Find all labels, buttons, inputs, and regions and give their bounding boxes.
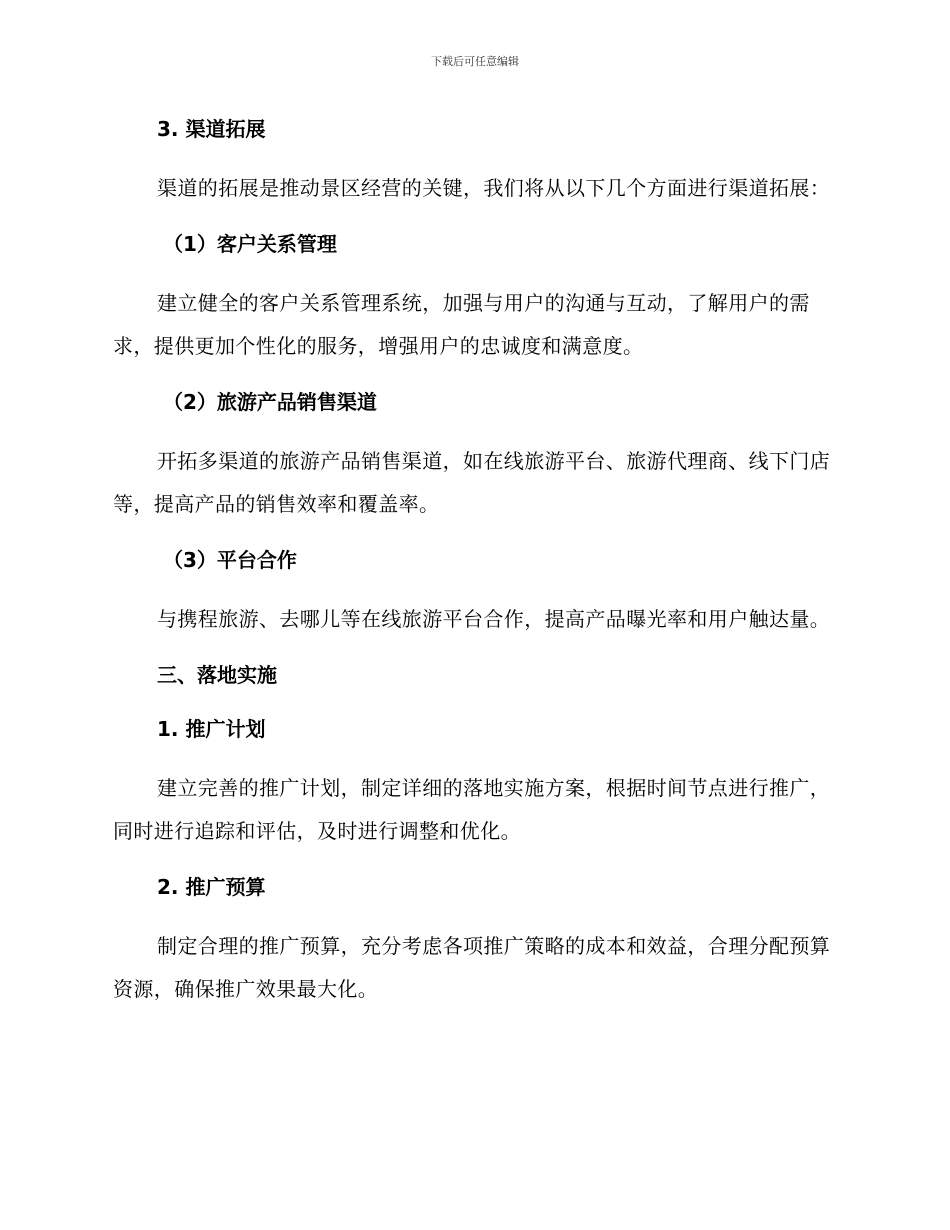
paragraph-promotion-budget: 制定合理的推广预算，充分考虑各项推广策略的成本和效益，合理分配预算资源，确保推广效果最大化。: [113, 934, 831, 1001]
section-heading-promotion-budget: 2. 推广预算: [157, 875, 266, 899]
subheading-sales-channels: （2）旅游产品销售渠道: [163, 390, 377, 414]
section-heading-promotion-plan: 1. 推广计划: [157, 717, 266, 741]
section-heading-channel-expansion: 3. 渠道拓展: [157, 117, 266, 141]
paragraph-platform-cooperation: 与携程旅游、去哪儿等在线旅游平台合作，提高产品曝光率和用户触达量。: [157, 607, 831, 631]
subheading-platform-cooperation: （3）平台合作: [163, 548, 297, 572]
paragraph-sales-channels: 开拓多渠道的旅游产品销售渠道，如在线旅游平台、旅游代理商、线下门店等，提高产品的销售效率和覆盖率。: [113, 449, 831, 516]
paragraph-promotion-plan: 建立完善的推广计划，制定详细的落地实施方案，根据时间节点进行推广，同时进行追踪和评估，及时进行调整和优化。: [113, 776, 831, 843]
paragraph-crm: 建立健全的客户关系管理系统，加强与用户的沟通与互动，了解用户的需求，提供更加个性化的服务，增强用户的忠诚度和满意度。: [113, 291, 810, 358]
subheading-crm: （1）客户关系管理: [163, 232, 337, 256]
chapter-heading-implementation: 三、落地实施: [157, 663, 277, 687]
document-body: [113, 113, 833, 1011]
page-header: 下载后可任意编辑: [431, 55, 519, 68]
paragraph-channel-expansion: 渠道的拓展是推动景区经营的关键，我们将从以下几个方面进行渠道拓展：: [157, 176, 831, 200]
